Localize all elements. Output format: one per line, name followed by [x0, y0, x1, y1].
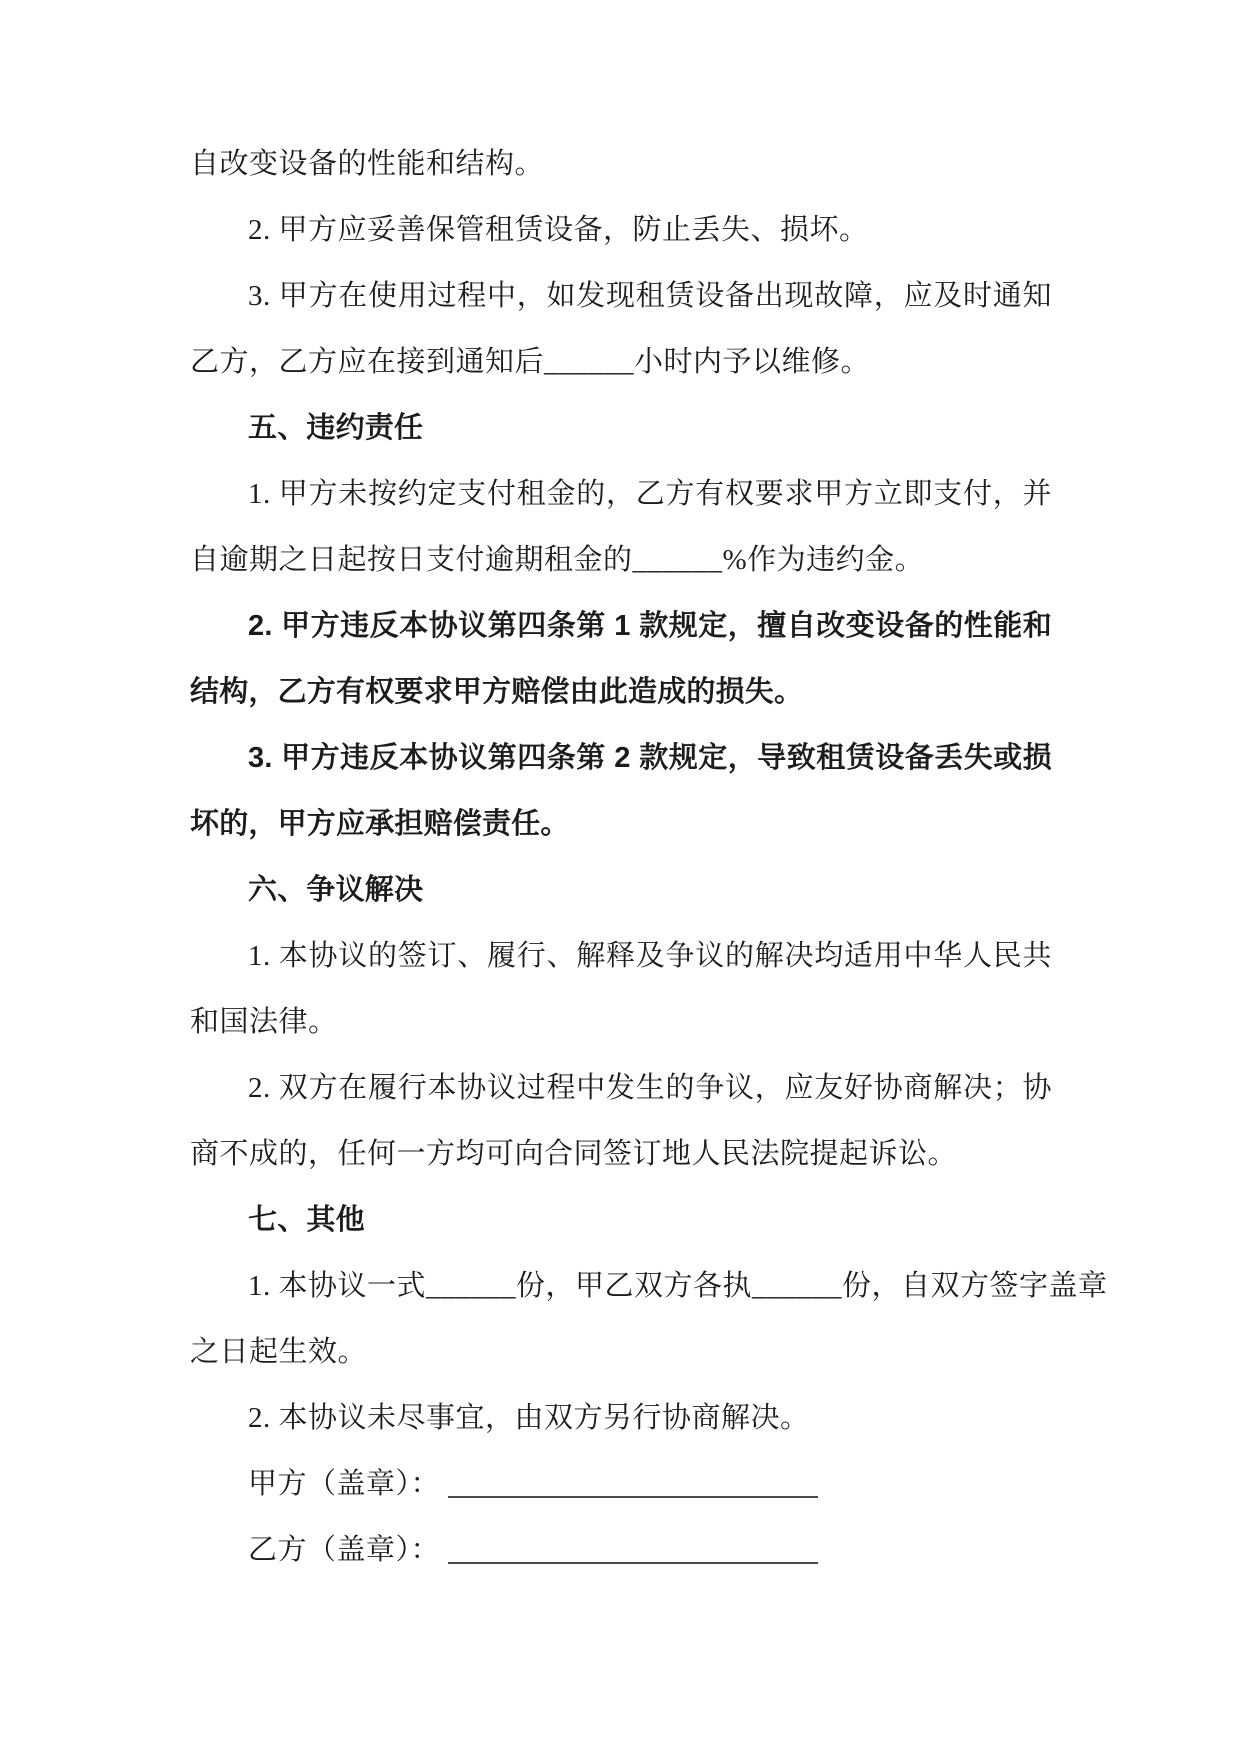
- clause-5-1: 1. 甲方未按约定支付租金的，乙方有权要求甲方立即支付，并: [248, 478, 1052, 510]
- clause-5-1-cont: 自逾期之日起按日支付逾期租金的______%作为违约金。: [190, 544, 925, 576]
- clause-4-2: 2. 甲方应妥善保管租赁设备，防止丢失、损坏。: [248, 214, 869, 246]
- party-b-signature-label: 乙方（盖章）：: [248, 1534, 441, 1566]
- clause-6-1: 1. 本协议的签订、履行、解释及争议的解决均适用中华人民共: [248, 940, 1052, 972]
- clause-4-3: 3. 甲方在使用过程中，如发现租赁设备出现故障，应及时通知: [248, 280, 1052, 312]
- clause-5-3: 3. 甲方违反本协议第四条第 2 款规定，导致租赁设备丢失或损: [248, 742, 1052, 774]
- section-heading-5: 五、违约责任: [248, 412, 424, 444]
- clause-5-3-cont: 坏的，甲方应承担赔偿责任。: [190, 808, 570, 840]
- party-b-signature-blank-line: [448, 1528, 818, 1564]
- party-a-signature-label: 甲方（盖章）：: [248, 1468, 441, 1500]
- clause-5-2-cont: 结构，乙方有权要求甲方赔偿由此造成的损失。: [190, 676, 804, 708]
- clause-7-1-cont: 之日起生效。: [190, 1336, 368, 1368]
- party-b-signature-row: [190, 1517, 1052, 1583]
- clause-6-2-cont: 商不成的，任何一方均可向合同签订地人民法院提起诉讼。: [190, 1138, 958, 1170]
- section-heading-6: 六、争议解决: [248, 874, 424, 906]
- party-a-signature-row: [190, 1451, 1052, 1517]
- clause-7-2: 2. 本协议未尽事宜，由双方另行协商解决。: [248, 1402, 810, 1434]
- clause-7-1: 1. 本协议一式______份，甲乙双方各执______份，自双方签字盖章: [248, 1270, 1108, 1302]
- clause-5-2: 2. 甲方违反本协议第四条第 1 款规定，擅自改变设备的性能和: [248, 610, 1052, 642]
- party-a-signature-blank-line: [448, 1462, 818, 1498]
- clause-6-2: 2. 双方在履行本协议过程中发生的争议，应友好协商解决；协: [248, 1072, 1052, 1104]
- paragraph-line: 自改变设备的性能和结构。: [190, 148, 545, 180]
- section-heading-7: 七、其他: [248, 1204, 365, 1236]
- clause-4-3-cont: 乙方，乙方应在接到通知后______小时内予以维修。: [190, 346, 871, 378]
- clause-6-1-cont: 和国法律。: [190, 1006, 338, 1038]
